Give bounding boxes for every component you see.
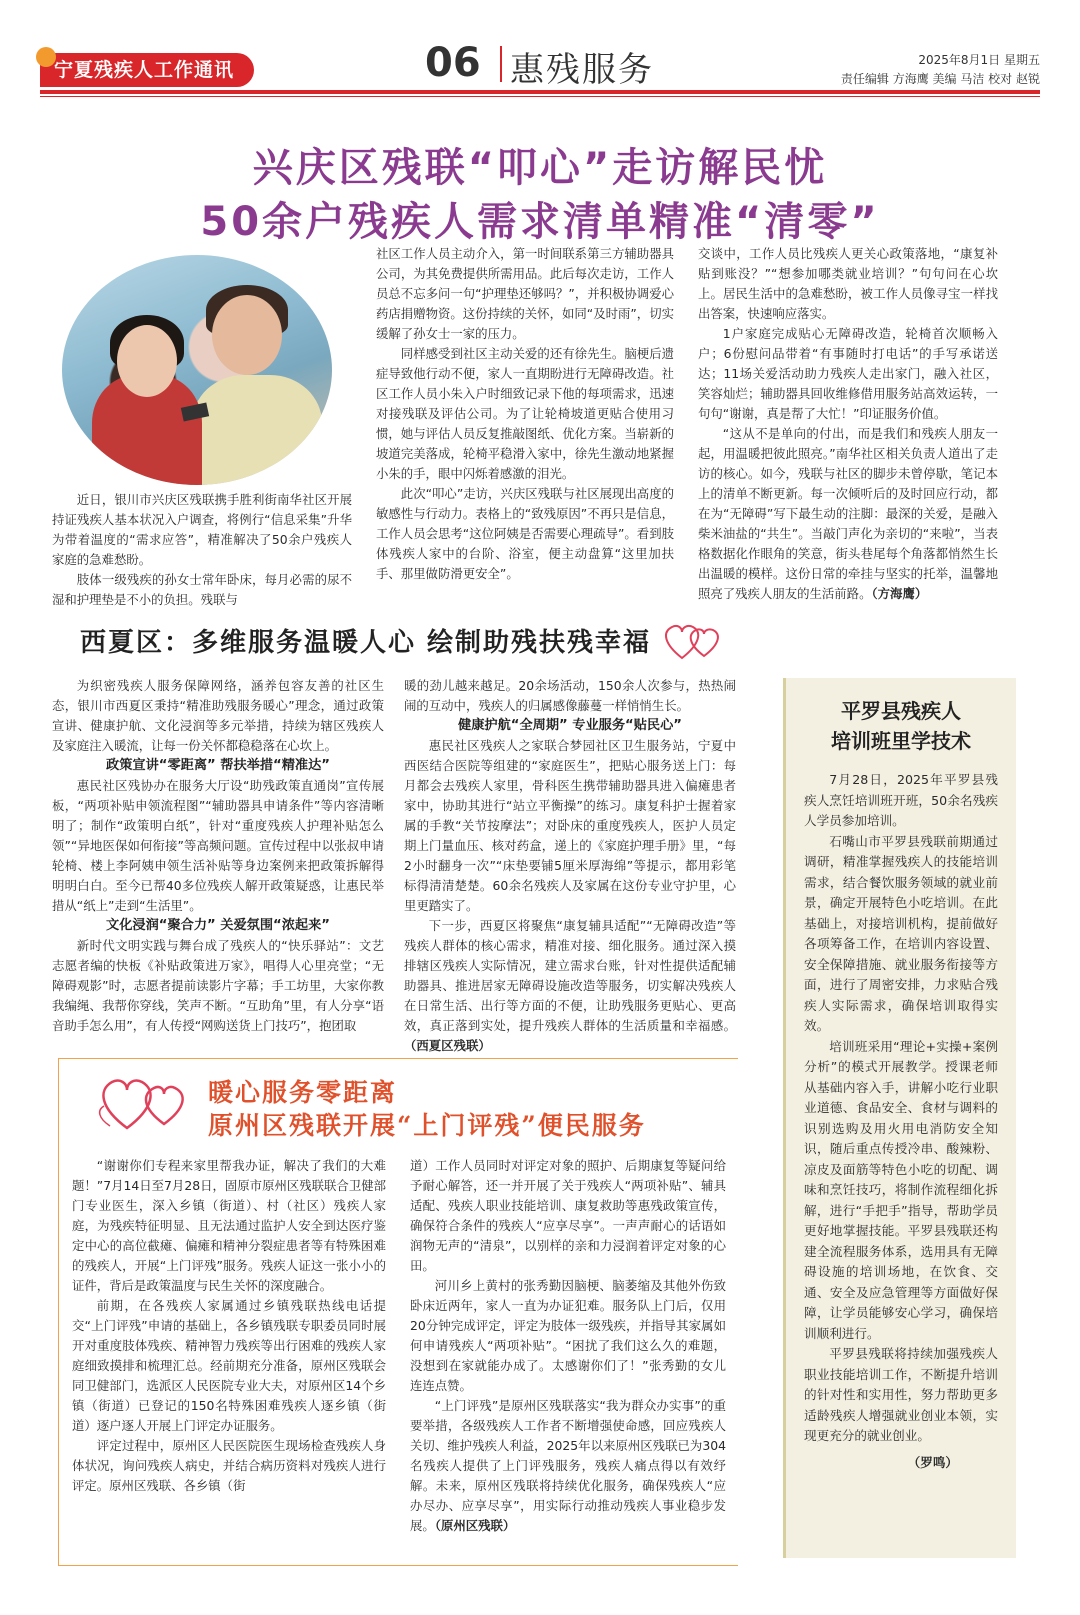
article2-headline: 西夏区：多维服务温暖人心 绘制助残扶残幸福 — [80, 628, 652, 658]
sidebar-headline-line1: 平罗县残疾人 — [841, 699, 961, 723]
article2-subhead-2: 文化浸润“聚合力” 关爱氛围“浓起来” — [106, 918, 330, 933]
sidebar-box — [783, 678, 1016, 1558]
paragraph: 交谈中，工作人员比残疾人更关心政策落地，“康复补贴到账没？”“想参加哪类就业培训？”句句问在心坎上。居民生活中的急难愁盼，被工作人员像寻宝一样找出答案，快速响应落实。 — [698, 246, 998, 321]
paragraph-text: “上门评残”是原州区残联落实“我为群众办实事”的重要举措，各级残疾人工作者不断增强使命感，回应残疾人关切、维护残疾人利益，2025年以来原州区残联已为304名残疾人提供了上门评残服务，残疾人痛点得以有效纾解。未来，原州区残联将持续优化服务，确保残疾人“应办尽办、应享尽享”，用实际行动推动残疾人事业稳步发展。 — [410, 1398, 726, 1533]
paragraph: 培训班采用“理论+实操+案例分析”的模式开展教学。授课老师从基础内容入手，讲解小吃行业职业道德、食品安全、食材与调料的识别选购及用火用电消防安全知识，随后重点传授冷串、酸辣粉、凉皮及面筋等特色小吃的切配、调味和烹饪技巧，将制作流程细化拆解，进行“手把手”指导，帮助学员更好地掌握技能。平罗县残联还构建全流程服务体系，选用具有无障碍设施的培训场地，在饮食、交通、安全及应急管理等方面做好保障，让学员能够安心学习，确保培训顺利进行。 — [804, 1038, 998, 1341]
article3-headline-line1: 暖心服务零距离 — [208, 1078, 398, 1107]
article1-column-2 — [376, 244, 674, 584]
paragraph: 近日，银川市兴庆区残联携手胜利街南华社区开展持证残疾人基本状况入户调查，将例行“信息采集”升华为带着温度的“需求应答”，精准解决了50余户残疾人家庭的急难愁盼。 — [52, 492, 352, 567]
hearts-decoration-icon — [660, 618, 730, 664]
article1-column-1 — [52, 490, 352, 610]
paragraph: 肢体一级残疾的孙女士常年卧床，每月必需的尿不湿和护理垫是不小的负担。残联与 — [52, 572, 352, 607]
page-number-divider — [500, 46, 502, 82]
article3-column-1 — [72, 1156, 386, 1496]
publication-tag — [40, 53, 254, 87]
article2-column-1 — [52, 676, 384, 1036]
masthead-rule-thin — [40, 96, 1040, 97]
paragraph-text: “这从不是单向的付出，而是我们和残疾人朋友一起，用温暖把彼此照亮。”南华社区相关负责人道出了走访的核心。如今，残联与社区的脚步未曾停歇，笔记本上的清单不断更新。每一次倾听后的及时回应行动，都在为“无障碍”写下最生动的注脚：最深的关爱，是融入柴米油盐的“共生”。当敲门声化为亲切的“来啦”，当表格数据化作眼角的笑意，街头巷尾每个角落都悄然生长出温暖的模样。这份日常的牵挂与坚实的托举，温馨地照亮了残疾人朋友的生活前路。 — [698, 426, 998, 601]
paragraph: 惠民社区残协办在服务大厅设“助残政策直通岗”宣传展板，“两项补贴申领流程图”“辅助器具申请条件”等内容清晰明了；制作“政策明白纸”，针对“重度残疾人护理补贴怎么领”“异地医保如何衔接”等高频问题。宣传过程中以张叔申请轮椅、楼上李阿姨申领生活补贴等身边案例来把政策拆解得明明白白。至今已帮40多位残疾人解开政策疑惑，让惠民举措从“纸上”走到“生活里”。 — [52, 778, 384, 913]
paragraph — [410, 1396, 726, 1536]
article1-headline-line2: 50余户残疾人需求清单精准“清零” — [200, 199, 880, 245]
paragraph: 评定过程中，原州区人民医院医生现场检查残疾人身体状况，询问残疾人病史，并结合病历资料对残疾人进行评定。原州区残联、各乡镇（街 — [72, 1438, 386, 1493]
issue-date: 2025年8月1日 星期五 — [918, 53, 1040, 67]
paragraph: 惠民社区残疾人之家联合梦园社区卫生服务站，宁夏中西医结合医院等组建的“家庭医生”，把贴心服务送上门：每月都会去残疾人家里，骨科医生携带辅助器具进入偏瘫患者家中，协助其进行“站立平衡操”的练习。康复科护士握着家属的手教“关节按摩法”；对卧床的重度残疾人，医护人员定期上门量血压、核对药盒，递上的《家庭护理手册》里，“每2小时翻身一次”“床垫要铺5厘米厚海绵”等提示，都用彩笔标得清清楚楚。60余名残疾人及家属在这份专业守护里，心里更踏实了。 — [404, 738, 736, 913]
paragraph: 7月28日，2025年平罗县残疾人烹饪培训班开班，50余名残疾人学员参加培训。 — [804, 772, 998, 828]
page-number: 06 — [425, 40, 481, 86]
paragraph: 新时代文明实践与舞台成了残疾人的“快乐驿站”：文艺志愿者编的快板《补贴政策进万家》，唱得人心里亮堂；“无障碍观影”时，志愿者提前读影片字幕；手工坊里，大家你教我编绳、我帮你穿线，笑声不断。“互助角”里，有人分享“语音助手怎么用”，有人传授“网购送货上门技巧”，抱团取 — [52, 938, 384, 1033]
paragraph: 1户家庭完成贴心无障碍改造，轮椅首次顺畅入户；6份慰问品带着“有事随时打电话”的手写承诺送达；11场关爱活动助力残疾人走出家门，融入社区，笑容灿烂；辅助器具回收维修借用服务站高效运转，一句句“谢谢，真是帮了大忙！”印证服务价值。 — [698, 326, 998, 421]
paragraph: 平罗县残联将持续加强残疾人职业技能培训工作，不断提升培训的针对性和实用性，努力帮助更多适龄残疾人增强就业创业本领，实现更充分的就业创业。 — [804, 1346, 998, 1443]
article3-byline: （原州区残联） — [434, 1518, 516, 1533]
paragraph: 暖的劲儿越来越足。20余场活动，150余人次参与，热热闹闹的互动中，残疾人的归属感像藤蔓一样悄悄生长。 — [404, 678, 736, 713]
sun-icon — [36, 47, 56, 67]
hearts-decoration-icon — [92, 1068, 202, 1138]
article3-frame-top — [58, 1058, 738, 1059]
paragraph — [698, 424, 998, 604]
paragraph: 同样感受到社区主动关爱的还有徐先生。脑梗后遗症导致他行动不便，家人一直期盼进行无障碍改造。社区工作人员小朱入户时细致记录下他的每项需求，迅速对接残联及评估公司。为了让轮椅坡道更贴合使用习惯，她与评估人员反复推敲图纸、优化方案。当崭新的坡道完美落成，轮椅平稳滑入家中，徐先生激动地紧握小朱的手，眼中闪烁着感激的泪光。 — [376, 346, 674, 481]
sidebar-byline: （罗鸣） — [907, 1454, 958, 1470]
sidebar-headline-line2: 培训班里学技术 — [831, 729, 971, 753]
article1-column-3 — [698, 244, 998, 604]
paragraph: 河川乡上黄村的张秀勤因脑梗、脑萎缩及其他外伤致卧床近两年，家人一直为办证犯难。服务队上门后，仅用20分钟完成评定，评定为肢体一级残疾，并指导其家属如何申请残疾人“两项补贴”。“困扰了我们这么久的难题，没想到在家就能办成了。太感谢你们了！”张秀勤的女儿连连点赞。 — [410, 1278, 726, 1393]
paragraph — [404, 916, 736, 1056]
section-title: 惠残服务 — [510, 50, 654, 90]
article2-byline: （西夏区残联） — [404, 1038, 491, 1053]
paragraph: 前期，在各残疾人家属通过乡镇残联热线电话提交“上门评残”申请的基础上，各乡镇残联专职委员同时展开对重度肢体残疾、精神智力残疾等出行困难的残疾人家庭细致摸排和梳理汇总。经前期充分准备，原州区残联会同卫健部门，选派区人民医院专业大夫，对原州区14个乡镇（街道）已登记的150名特殊困难残疾人逐乡镇（街道）逐户逐人开展上门评定办证服务。 — [72, 1298, 386, 1433]
publication-name: 宁夏残疾人工作通讯 — [54, 59, 235, 81]
article1-photo — [62, 255, 332, 485]
article3-headline-line2: 原州区残联开展“上门评残”便民服务 — [208, 1111, 646, 1140]
article1-byline: （方海鹰） — [871, 586, 928, 601]
article2-subhead-3: 健康护航“全周期” 专业服务“贴民心” — [458, 718, 682, 733]
article3-column-2 — [410, 1156, 726, 1536]
article1-headline-line1: 兴庆区残联“叩心”走访解民忧 — [252, 145, 828, 191]
editor-credits: 责任编辑 方海鹰 美编 马洁 校对 赵锐 — [840, 72, 1040, 86]
article2-column-2 — [404, 676, 736, 1056]
paragraph-text: 下一步，西夏区将聚焦“康复辅具适配”“无障碍改造”等残疾人群体的核心需求，精准对接、细化服务。通过深入摸排辖区残疾人实际情况，建立需求台账，针对性提供适配辅助器具、推进居家无障碍设施改造等服务，切实解决残疾人在日常生活、出行等方面的不便，让助残服务更贴心、更高效，真正落到实处，提升残疾人群体的生活质量和幸福感。 — [404, 918, 736, 1033]
sidebar-body — [786, 770, 1016, 1473]
paragraph: 此次“叩心”走访，兴庆区残联与社区展现出高度的敏感性与行动力。表格上的“致残原因”不再只是信息，工作人员会思考“这位阿姨是否需要心理疏导”。看到肢体残疾人家中的台阶、浴室，便主动盘算“这里加扶手、那里做防滑更安全”。 — [376, 486, 674, 581]
article3-frame-left — [58, 1058, 59, 1566]
article2-subhead-1: 政策宣讲“零距离” 帮扶举措“精准达” — [106, 758, 330, 773]
paragraph: 石嘴山市平罗县残联前期通过调研，精准掌握残疾人的技能培训需求，结合餐饮服务领域的就业前景，确定开展特色小吃培训。在此基础上，对接培训机构，提前做好各项筹备工作，在培训内容设置、安全保障措施、就业服务衔接等方面，进行了周密安排，力求贴合残疾人实际需求，确保培训取得实效。 — [804, 833, 998, 1033]
paragraph: 道）工作人员同时对评定对象的照护、后期康复等疑问给予耐心解答，还一并开展了关于残疾人“两项补贴”、辅具适配、残疾人职业技能培训、康复救助等惠残政策宣传，确保符合条件的残疾人“应享尽享”。一声声耐心的话语如润物无声的“清泉”，以别样的亲和力浸润着评定对象的心田。 — [410, 1158, 726, 1273]
paragraph: 社区工作人员主动介入，第一时间联系第三方辅助器具公司，为其免费提供所需用品。此后每次走访，工作人员总不忘多问一句“护理垫还够吗？”，并积极协调爱心药店捐赠物资。这份持续的关怀，如同“及时雨”，切实缓解了孙女士一家的压力。 — [376, 246, 674, 341]
masthead-rule — [40, 90, 1040, 94]
paragraph: “谢谢你们专程来家里帮我办证，解决了我们的大难题！”7月14日至7月28日，固原市原州区残联联合卫健部门专业医生，深入乡镇（街道）、村（社区）残疾人家庭，为残疾特征明显、且无法通过监护人安全到达医疗鉴定中心的高位截瘫、偏瘫和精神分裂症患者等有特殊困难的残疾人，开展“上门评残”服务。残疾人证这一张小小的证件，背后是政策温度与民生关怀的深度融合。 — [72, 1158, 386, 1293]
paragraph: 为织密残疾人服务保障网络，涵养包容友善的社区生态，银川市西夏区秉持“精准助残服务暖心”理念，通过政策宣讲、健康护航、文化浸润等多元举措，持续为辖区残疾人及家庭注入暖流，让每一份关怀都稳稳落在心坎上。 — [52, 678, 384, 753]
article3-frame-bottom — [58, 1565, 738, 1566]
